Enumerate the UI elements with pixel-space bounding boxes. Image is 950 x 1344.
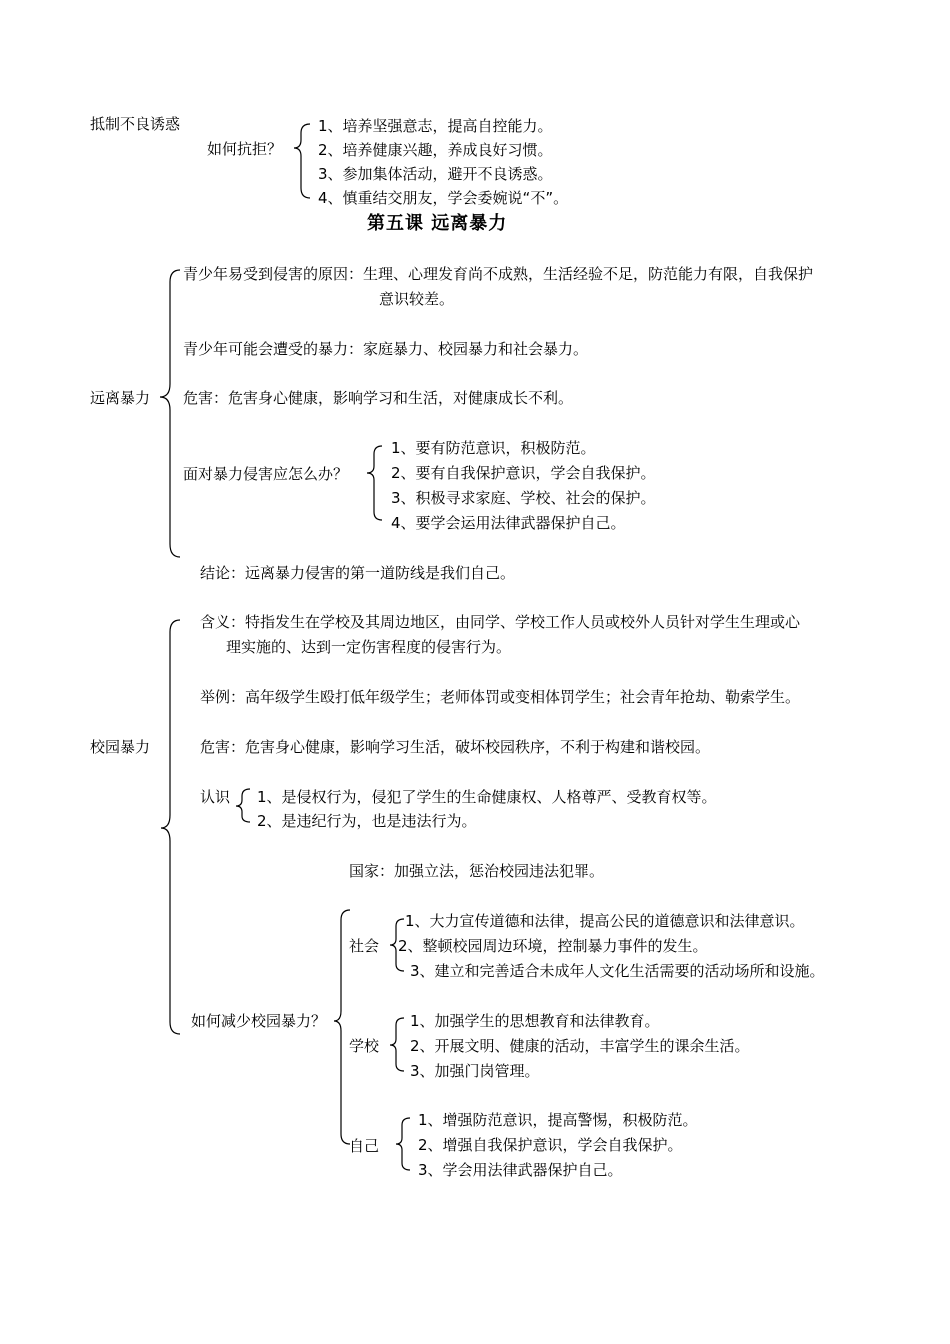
brace-self — [396, 1118, 410, 1170]
brace-stay-away — [160, 270, 180, 557]
society-label: 社会 — [349, 937, 380, 955]
society-item-2: 2、整顿校园周边环境，控制暴力事件的发生。 — [398, 937, 708, 955]
state-measure: 国家：加强立法，惩治校园违法犯罪。 — [349, 862, 605, 880]
cognition-item-1: 1、是侵权行为，侵犯了学生的生命健康权、人格尊严、受教育权等。 — [257, 788, 717, 806]
self-item-1: 1、增强防范意识，提高警惕，积极防范。 — [418, 1111, 698, 1129]
brace-response — [367, 446, 382, 520]
temptation-question: 如何抗拒？ — [207, 140, 283, 158]
response-question: 面对暴力侵害应怎么办？ — [183, 465, 349, 483]
temptation-item-4: 4、慎重结交朋友，学会委婉说“不”。 — [318, 189, 569, 207]
cause-line-1: 青少年易受到侵害的原因：生理、心理发育尚不成熟，生活经验不足，防范能力有限，自我保护 — [183, 265, 814, 283]
stay-away-heading: 远离暴力 — [90, 389, 151, 407]
lesson-title: 第五课 远离暴力 — [367, 213, 508, 234]
society-item-1: 1、大力宣传道德和法律，提高公民的道德意识和法律意识。 — [405, 912, 805, 930]
violence-types: 青少年可能会遭受的暴力：家庭暴力、校园暴力和社会暴力。 — [183, 340, 589, 358]
definition-line-1: 含义：特指发生在学校及其周边地区，由同学、学校工作人员或校外人员针对学生生理或心 — [200, 613, 801, 631]
self-label: 自己 — [349, 1137, 380, 1155]
school-item-3: 3、加强门岗管理。 — [410, 1062, 540, 1080]
cause-line-2: 意识较差。 — [379, 290, 455, 308]
response-item-3: 3、积极寻求家庭、学校、社会的保护。 — [391, 489, 656, 507]
school-item-2: 2、开展文明、健康的活动，丰富学生的课余生活。 — [410, 1037, 750, 1055]
response-item-4: 4、要学会运用法律武器保护自己。 — [391, 514, 626, 532]
self-item-2: 2、增强自我保护意识，学会自我保护。 — [418, 1136, 683, 1154]
brace-school — [390, 1018, 404, 1071]
campus-examples: 举例：高年级学生殴打低年级学生；老师体罚或变相体罚学生；社会青年抢劫、勒索学生。 — [200, 688, 801, 706]
campus-harm: 危害：危害身心健康，影响学习生活，破坏校园秩序，不利于构建和谐校园。 — [200, 738, 711, 756]
temptation-item-1: 1、培养坚强意志，提高自控能力。 — [318, 117, 553, 135]
campus-heading: 校园暴力 — [90, 738, 151, 756]
response-item-1: 1、要有防范意识，积极防范。 — [391, 439, 596, 457]
school-label: 学校 — [349, 1037, 380, 1055]
brace-temptation — [294, 124, 310, 198]
school-item-1: 1、加强学生的思想教育和法律教育。 — [410, 1012, 660, 1030]
temptation-item-3: 3、参加集体活动，避开不良诱惑。 — [318, 165, 553, 183]
temptation-heading: 抵制不良诱惑 — [90, 115, 181, 133]
violence-harm: 危害：危害身心健康，影响学习和生活，对健康成长不利。 — [183, 389, 574, 407]
self-item-3: 3、学会用法律武器保护自己。 — [418, 1161, 623, 1179]
brace-reduce — [334, 910, 350, 1144]
cognition-item-2: 2、是违纪行为，也是违法行为。 — [257, 812, 477, 830]
reduce-question: 如何减少校园暴力？ — [191, 1012, 327, 1030]
brace-society — [390, 919, 404, 971]
response-item-2: 2、要有自我保护意识，学会自我保护。 — [391, 464, 656, 482]
temptation-item-2: 2、培养健康兴趣，养成良好习惯。 — [318, 141, 553, 159]
conclusion: 结论：远离暴力侵害的第一道防线是我们自己。 — [200, 564, 516, 582]
brace-campus — [161, 620, 180, 1034]
society-item-3: 3、建立和完善适合未成年人文化生活需要的活动场所和设施。 — [410, 962, 825, 980]
brace-cognition — [236, 789, 250, 822]
definition-line-2: 理实施的、达到一定伤害程度的侵害行为。 — [226, 638, 512, 656]
cognition-label: 认识 — [200, 788, 231, 806]
